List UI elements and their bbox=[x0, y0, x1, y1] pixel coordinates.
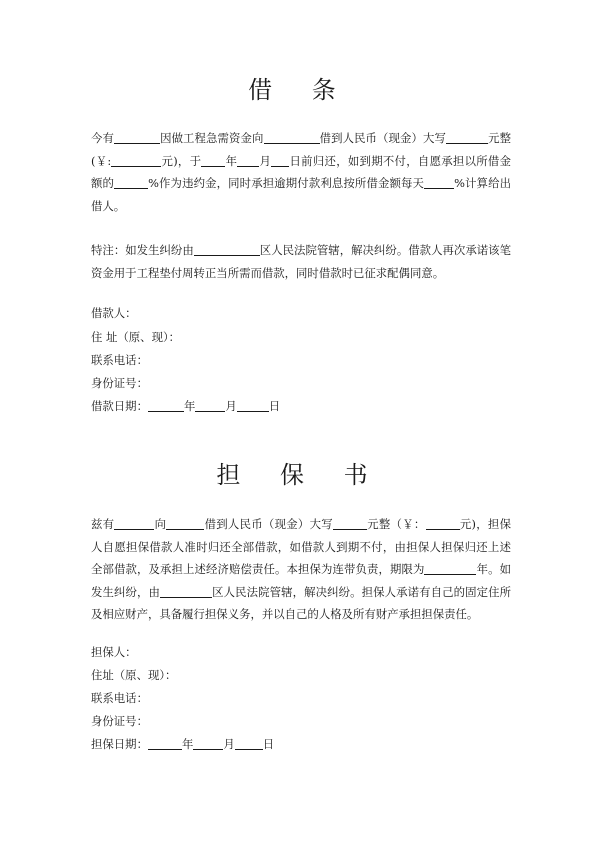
guarantee-date-label: 担保日期： bbox=[91, 737, 148, 751]
loan-month-blank[interactable] bbox=[195, 399, 225, 412]
amount-number-blank[interactable] bbox=[111, 154, 161, 167]
guarantee-court-district-blank[interactable] bbox=[160, 585, 212, 598]
court-district-blank[interactable] bbox=[194, 243, 260, 256]
loan-terms-paragraph bbox=[91, 127, 511, 217]
guarantee-text-2: 向 bbox=[154, 517, 167, 531]
daily-interest-blank[interactable] bbox=[424, 176, 454, 189]
loan-month-label: 月 bbox=[225, 399, 237, 413]
loan-text-3: 借到人民币（现金）大写 bbox=[319, 131, 446, 145]
loan-text-1: 今有 bbox=[91, 131, 114, 145]
guarantee-text-6: 年。如发生纠纷，由 bbox=[91, 562, 511, 599]
loan-date-label: 借款日期： bbox=[91, 399, 148, 413]
guarantee-text-3: 借到人民币（现金）大写 bbox=[204, 517, 333, 531]
loan-note-paragraph bbox=[91, 239, 511, 284]
borrower-phone-label: 联系电话： bbox=[91, 353, 148, 367]
guarantee-year-label: 年 bbox=[181, 737, 194, 751]
loan-day-blank[interactable] bbox=[237, 399, 269, 412]
guarantor-id-label: 身份证号： bbox=[91, 714, 148, 728]
guarantee-borrower-blank[interactable] bbox=[114, 517, 154, 530]
loan-year-label: 年 bbox=[183, 399, 196, 413]
borrower-from-blank[interactable] bbox=[264, 131, 320, 144]
loan-text-9: %作为违约金，同时承担逾期付款利息按所借金额每天 bbox=[148, 176, 425, 190]
due-day-blank[interactable] bbox=[271, 154, 289, 167]
guarantee-year-blank[interactable] bbox=[148, 737, 182, 750]
guarantor-label: 担保人： bbox=[91, 645, 137, 659]
lender-name-blank[interactable] bbox=[114, 131, 160, 144]
guarantee-text-7: 区人民法院管辖，解决纠纷。担保人承诺有自己的固定住所及相应财产，具备履行担保义务，并以自己的人格及所有财产承担担保责任。 bbox=[91, 584, 511, 621]
guarantee-date-row bbox=[91, 736, 274, 752]
guarantee-text-1: 兹有 bbox=[91, 517, 115, 531]
borrower-id-label: 身份证号： bbox=[91, 376, 148, 390]
guarantee-amount-words-blank[interactable] bbox=[333, 517, 367, 530]
guarantor-phone-label: 联系电话： bbox=[91, 691, 148, 705]
guarantee-text-5: 元)，担保人自愿担保借款人准时归还全部借款，如借款人到期不付，由担保人担保归还上述全部借款，及承担上述经济赔偿责任。本担保为连带负责，期限为 bbox=[91, 517, 511, 576]
loan-day-label: 日 bbox=[268, 399, 281, 413]
loan-text-5: 元)，于 bbox=[161, 153, 202, 168]
guarantee-term-blank[interactable] bbox=[424, 562, 476, 575]
loan-text-6: 年 bbox=[225, 153, 238, 168]
loan-year-blank[interactable] bbox=[148, 399, 184, 412]
note-text-1: 特注：如发生纠纷由 bbox=[91, 243, 194, 257]
borrower-address-label: 住 址（原、现）： bbox=[91, 330, 181, 344]
penalty-rate-blank[interactable] bbox=[114, 176, 148, 189]
guarantee-month-label: 月 bbox=[223, 737, 235, 751]
guarantee-day-label: 日 bbox=[262, 737, 275, 751]
loan-date-row bbox=[91, 398, 280, 414]
loan-text-7: 月 bbox=[259, 153, 272, 168]
note-text-2: 区人民法院管辖，解决纠纷。借款人再次承诺该笔资金用于工程垫付周转正当所需而借款，同时借款时已征求配偶同意。 bbox=[91, 243, 511, 280]
loan-text-4: 元整(￥: bbox=[91, 131, 511, 168]
guarantor-address-label: 住址（原、现）： bbox=[91, 668, 177, 682]
borrower-label: 借款人： bbox=[91, 306, 137, 320]
guarantee-lender-blank[interactable] bbox=[166, 517, 204, 530]
guarantee-month-blank[interactable] bbox=[193, 737, 223, 750]
loan-text-10: %计算给出借人。 bbox=[91, 176, 511, 213]
loan-title: 借 条 bbox=[248, 76, 352, 104]
loan-text-8: 日前归还，如到期不付，自愿承担以所借金额的 bbox=[91, 153, 511, 190]
guarantee-title: 担 保 书 bbox=[216, 461, 384, 489]
due-year-blank[interactable] bbox=[201, 154, 225, 167]
guarantee-day-blank[interactable] bbox=[235, 737, 263, 750]
guarantee-text-4: 元整（￥： bbox=[366, 517, 426, 531]
loan-text-2: 因做工程急需资金向 bbox=[159, 131, 264, 145]
guarantee-terms-paragraph bbox=[91, 513, 511, 626]
amount-words-blank[interactable] bbox=[446, 131, 488, 144]
due-month-blank[interactable] bbox=[237, 154, 259, 167]
guarantee-amount-number-blank[interactable] bbox=[426, 517, 460, 530]
